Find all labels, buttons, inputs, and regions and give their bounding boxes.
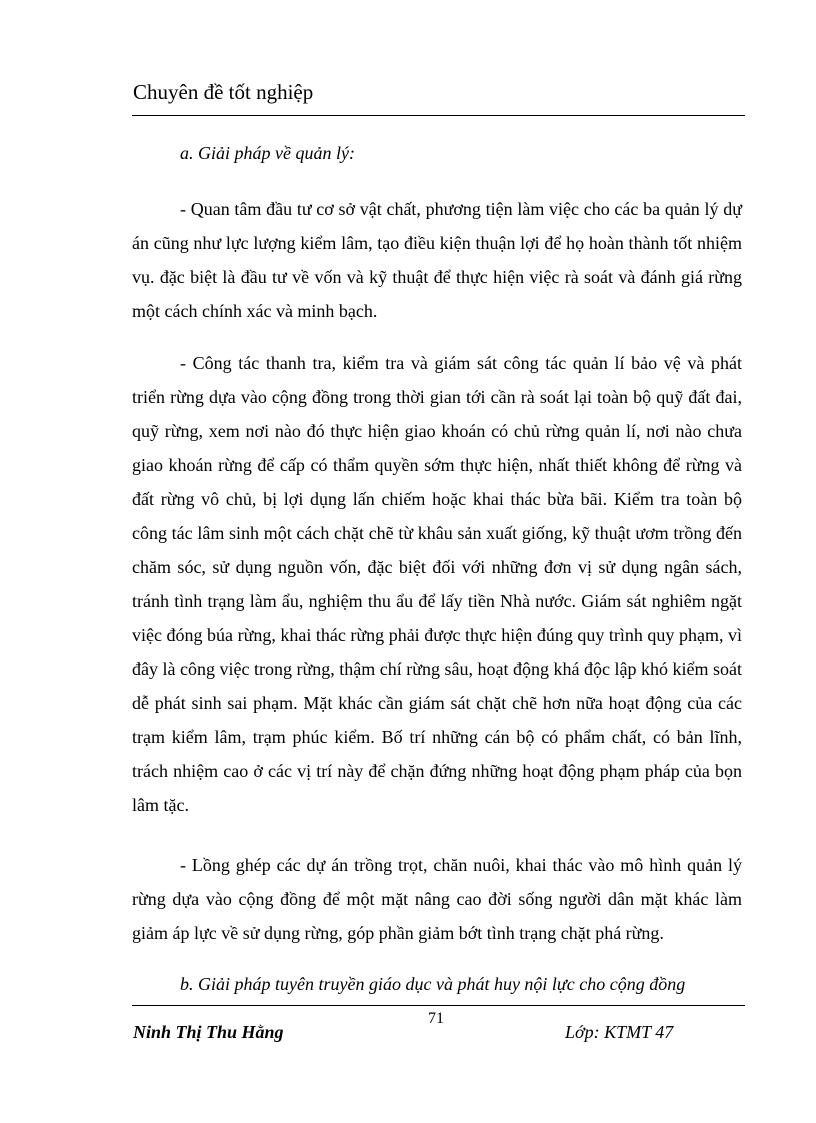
footer-rule <box>132 1005 745 1006</box>
section-a-heading: a. Giải pháp về quản lý: <box>180 143 355 163</box>
footer-class: Lớp: KTMT 47 <box>565 1022 674 1042</box>
section-b-heading: b. Giải pháp tuyên truyền giáo dục và phát huy nội lực cho cộng đồng <box>180 974 686 994</box>
page-number: 71 <box>428 1010 444 1027</box>
paragraph-3: - Lồng ghép các dự án trồng trọt, chăn nuôi, khai thác vào mô hình quản lý rừng dựa vào cộng đồng để một mặt nâng cao đời sống người dân mặt khác làm giảm áp lực về sử dụng rừng, góp phần giảm bớt tình trạng chặt phá rừng. <box>132 855 742 943</box>
footer-author: Ninh Thị Thu Hằng <box>133 1022 284 1042</box>
paragraph-2: - Công tác thanh tra, kiểm tra và giám sát công tác quản lí bảo vệ và phát triển rừng dựa vào cộng đồng trong thời gian tới cần rà soát lại toàn bộ quỹ đất đai, quỹ rừng, xem nơi nào đó thực hiện giao khoán có chủ rừng quản lí, nơi nào chưa giao khoán rừng để cấp có thẩm quyền sớm thực hiện, nhất thiết không để rừng và đất rừng vô chủ, bị lợi dụng lấn chiếm hoặc khai thác bừa bãi. Kiểm tra toàn bộ công tác lâm sinh một cách chặt chẽ từ khâu sản xuất giống, kỹ thuật ươm trồng đến chăm sóc, sử dụng nguồn vốn, đặc biệt đối với những đơn vị sử dụng ngân sách, tránh tình trạng làm ẩu, nghiệm thu ẩu để lấy tiền Nhà nước. Giám sát nghiêm ngặt việc đóng búa rừng, khai thác rừng phải được thực hiện đúng quy trình quy phạm, vì đây là công việc trong rừng, thậm chí rừng sâu, hoạt động khá độc lập khó kiểm soát dễ phát sinh sai phạm. Mặt khác cần giám sát chặt chẽ hơn nữa hoạt động của các trạm kiểm lâm, trạm phúc kiểm. Bố trí những cán bộ có phẩm chất, có bản lĩnh, trách nhiệm cao ở các vị trí này để chặn đứng những hoạt động phạm pháp của bọn lâm tặc. <box>132 353 742 815</box>
paragraph-1: - Quan tâm đầu tư cơ sở vật chất, phương tiện làm việc cho các ba quản lý dự án cũng như lực lượng kiểm lâm, tạo điều kiện thuận lợi để họ hoàn thành tốt nhiệm vụ. đặc biệt là đầu tư về vốn và kỹ thuật để thực hiện việc rà soát và đánh giá rừng một cách chính xác và minh bạch. <box>132 199 742 321</box>
page-header-title: Chuyên đề tốt nghiệp <box>133 80 314 104</box>
header-rule <box>132 115 745 116</box>
